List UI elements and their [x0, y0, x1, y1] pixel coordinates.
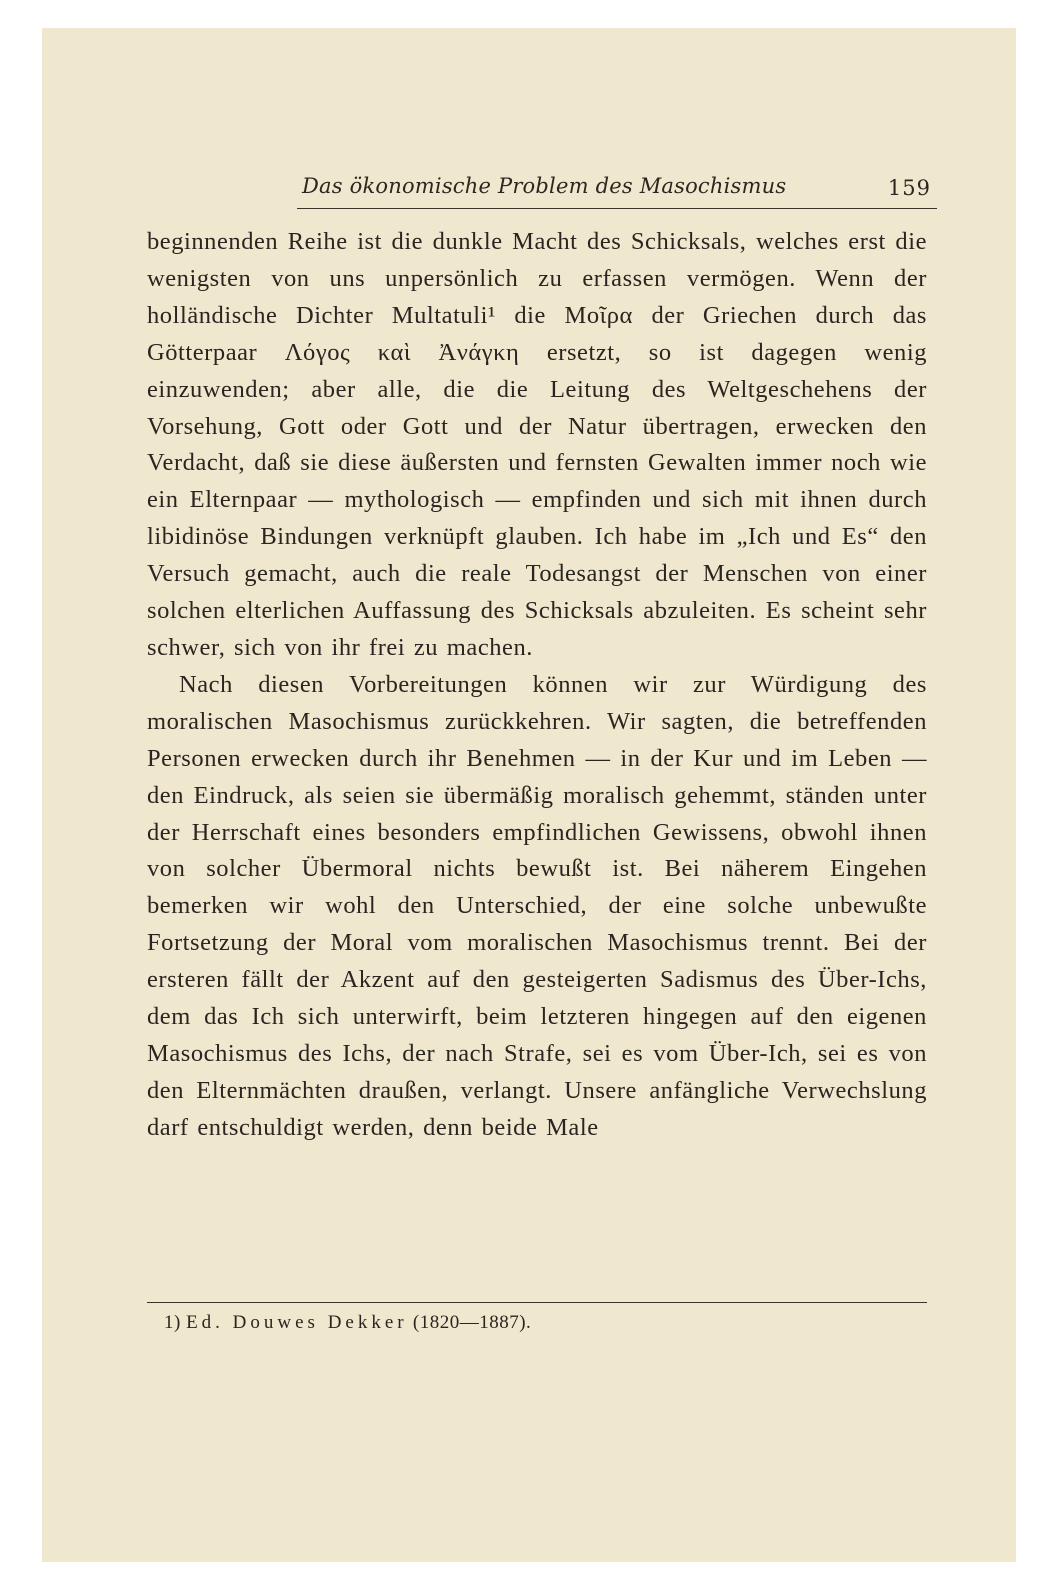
- running-header: [297, 168, 937, 209]
- footnote-dates: (1820—1887).: [412, 1312, 532, 1333]
- paragraph: beginnenden Reihe ist die dunkle Macht des Schicksals, welches erst die wenigsten von uns unpersönlich zu erfassen vermögen. Wenn der holländische Dichter Multatuli¹ die Μοῖρα der Griechen durch das Götterpaar Λόγος καὶ Ἀνάγκη ersetzt, so ist dagegen wenig einzuwenden; aber alle, die die Leitung des Weltgeschehens der Vorsehung, Gott oder Gott und der Natur übertragen, erwecken den Verdacht, daß sie diese äußersten und fernsten Gewalten immer noch wie ein Elternpaar — mythologisch — empfinden und sich mit ihnen durch libidinöse Bindungen verknüpft glauben. Ich habe im „Ich und Es“ den Versuch gemacht, auch die reale Todesangst der Menschen von einer solchen elterlichen Auffassung des Schicksals abzuleiten. Es scheint sehr schwer, sich von ihr frei zu machen.: [147, 228, 927, 661]
- footnote-marker: 1): [164, 1312, 181, 1333]
- page-number: 159: [887, 176, 931, 200]
- paragraph: Nach diesen Vorbereitungen können wir zur Würdigung des moralischen Masochismus zurückkehren. Wir sagten, die betreffenden Personen erwecken durch ihr Benehmen — in der Kur und im Leben — den Eindruck, als seien sie übermäßig moralisch gehemmt, ständen unter der Herrschaft eines besonders empfindlichen Gewissens, obwohl ihnen von solcher Übermoral nichts bewußt ist. Bei näherem Eingehen bemerken wir wohl den Unterschied, der eine solche unbewußte Fortsetzung der Moral vom moralischen Masochismus trennt. Bei der ersteren fällt der Akzent auf den gesteigerten Sadismus des Über-Ichs, dem das Ich sich unterwirft, beim letzteren hingegen auf den eigenen Masochismus des Ichs, der nach Strafe, sei es vom Über-Ich, sei es von den Elternmächten draußen, verlangt. Unsere anfängliche Verwechslung darf entschuldigt werden, denn beide Male: [147, 670, 927, 1141]
- footnote-divider: [147, 1302, 927, 1303]
- running-title: Das ökonomische Problem des Masochismus: [302, 174, 787, 198]
- footnote: [164, 1312, 531, 1334]
- footnote-author: Ed. Douwes Dekker: [186, 1312, 408, 1333]
- body-text: [147, 224, 927, 1147]
- book-page: [42, 28, 1016, 1562]
